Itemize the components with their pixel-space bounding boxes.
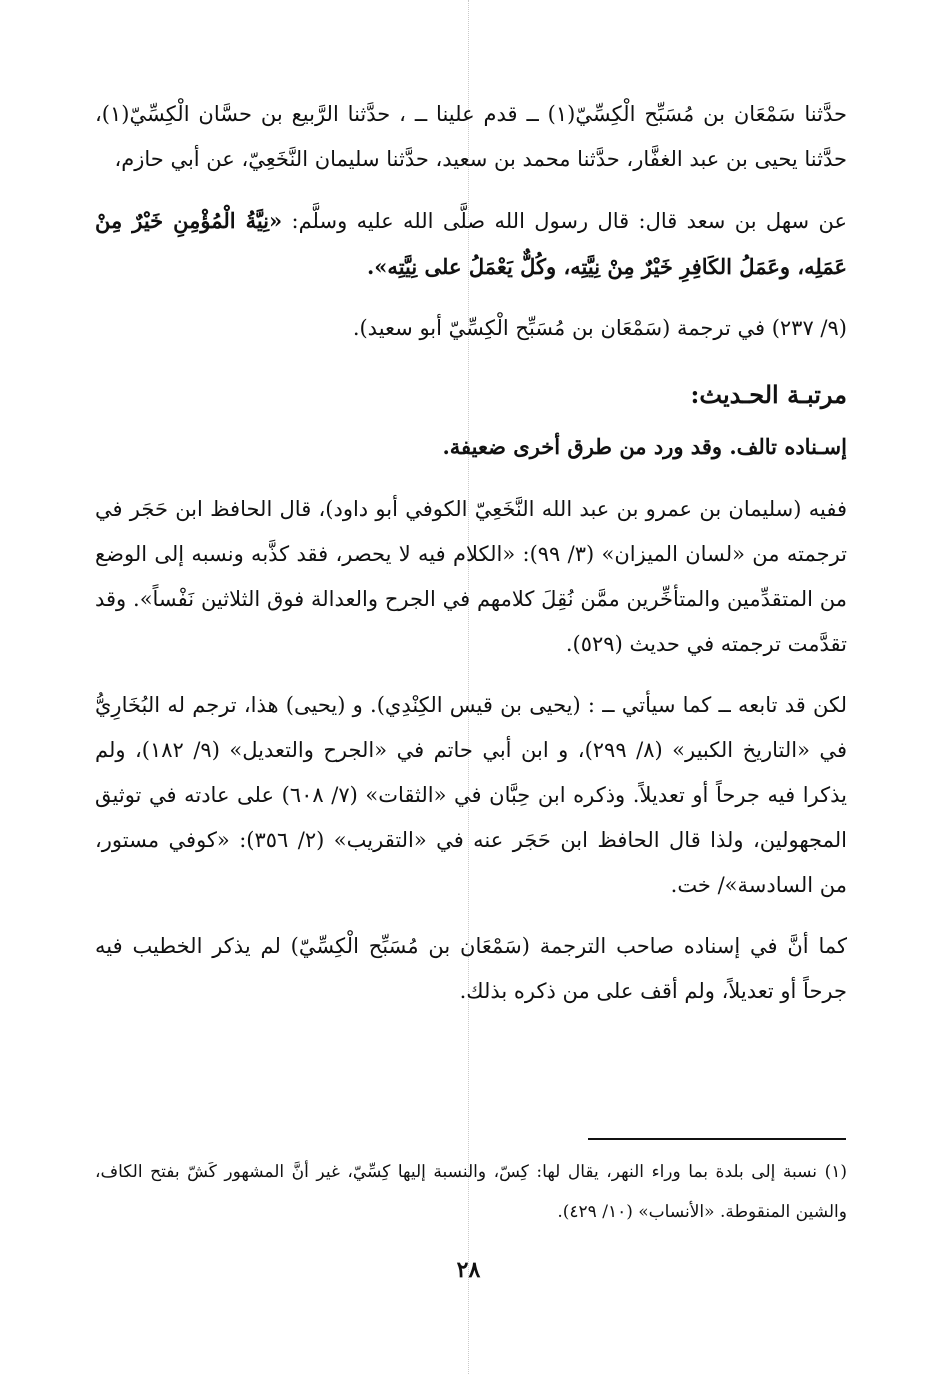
footnote: (١) نسبة إلى بلدة بما وراء النهر، يقال لها: كِسّ، والنسبة إليها كِسِّيّ، غير أنَّ المشهور كَشّ بفتح الكاف، والشين المنقوطة. «الأنساب» (١٠/ ٤٢٩). — [95, 1162, 847, 1222]
closing-paragraph: كما أنَّ في إسناده صاحب الترجمة (سَمْعَان بن مُسَبِّح الْكِسِّيّ) لم يذكر الخطيب فيه جرحاً أو تعديلاً، ولم أقف على من ذكره بذلك. — [95, 934, 847, 1003]
section-heading: مرتبـة الحـديث: — [690, 380, 847, 409]
hadith-paragraph — [95, 198, 847, 290]
follow-up-paragraph: لكن قد تابعه ــ كما سيأتي ــ : (يحيى بن قيس الكِنْدِي). و (يحيى) هذا، ترجم له البُخَارِيُّ في «التاريخ الكبير» (٨/ ٢٩٩)، و ابن أبي حاتم في «الجرح والتعديل» (٩/ ١٨٢)، ولم يذكرا فيه جرحاً أو تعديلاً. وذكره ابن حِبَّان في «الثقات» (٧/ ٦٠٨) على عادته في توثيق المجهولين، ولذا قال الحافظ ابن حَجَر عنه في «التقريب» (٢/ ٣٥٦): «كوفي مستور، من السادسة»/ خت. — [95, 693, 847, 897]
hadith-text: «نِيَّةُ الْمُؤْمِنِ خَيْرٌ مِنْ عَمَلِه، وعَمَلُ الكَافِرِ خَيْرٌ مِنْ نِيَّتِه، وكُلٌّ يَعْمَلُ على نِيَّتِه». — [95, 208, 847, 279]
footnote-divider — [588, 1138, 846, 1140]
narrator-critique-paragraph: ففيه (سليمان بن عمرو بن عبد الله النَّخَعِيّ الكوفي أبو داود)، قال الحافظ ابن حَجَر في ترجمته من «لسان الميزان» (٣/ ٩٩): «الكلام فيه لا يحصر، فقد كذَّبه ونسبه إلى الوضع من المتقدِّمين والمتأخِّرين ممَّن نُقِلَ كلامهم في الجرح والعدالة فوق الثلاثين نَفْساً». وقد تقدَّمت ترجمته في حديث (٥٢٩). — [95, 497, 847, 656]
page-number: ٢٨ — [456, 1257, 481, 1283]
source-reference: (٩/ ٢٣٧) في ترجمة (سَمْعَان بن مُسَبِّح الْكِسِّيّ أبو سعيد). — [352, 316, 847, 340]
page-body — [95, 92, 847, 1030]
hadith-intro: عن سهل بن سعد قال: قال رسول الله صلَّى الله عليه وسلَّم: — [282, 209, 847, 233]
isnad-paragraph: حدَّثنا سَمْعَان بن مُسَبِّح الْكِسِّيّ(١) ــ قدم علينا ــ ، حدَّثنا الرَّبيع بن حسَّان الْكِسِّيّ(١)، حدَّثنا يحيى بن عبد الغفَّار، حدَّثنا محمد بن سعيد، حدَّثنا سليمان النَّخَعِيّ، عن أبي حازم، — [95, 102, 847, 171]
hadith-grade: إسـناده تالف. وقد ورد من طرق أخرى ضعيفة. — [442, 434, 847, 459]
